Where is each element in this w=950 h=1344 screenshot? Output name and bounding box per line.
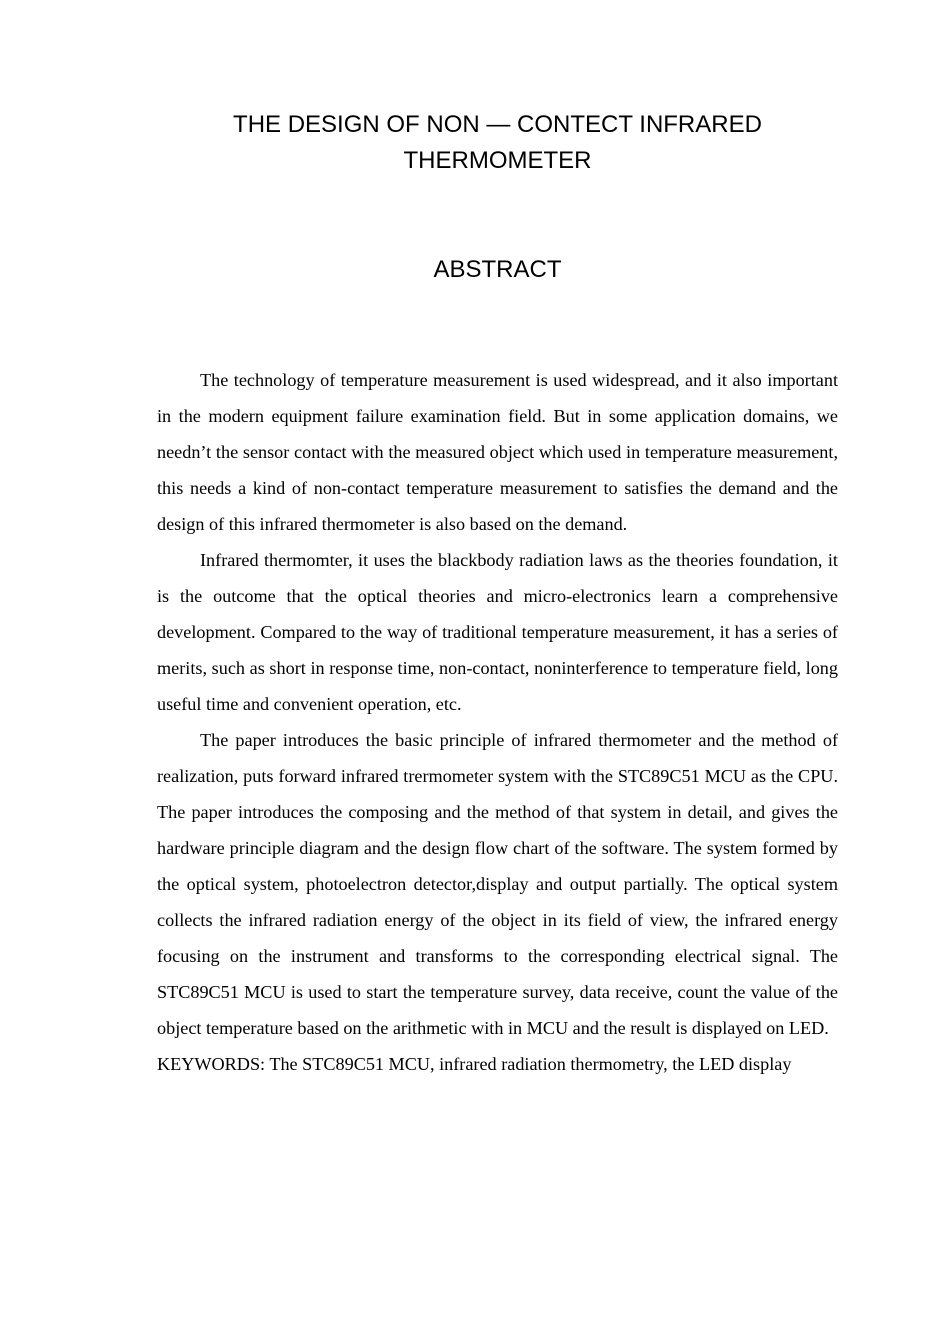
abstract-heading: ABSTRACT (433, 256, 562, 283)
abstract-paragraph-2: Infrared thermomter, it uses the blackbody radiation laws as the theories foundation, it is the outcome that the optical theories and micro-electronics learn a comprehensive development. Compared to the way of traditional temperature measurement, it has a series of merits, such as short in response time, non-contact, noninterference to temperature field, long useful time and convenient operation, etc. (157, 550, 838, 714)
paper-title-line-1: THE DESIGN OF NON — CONTECT INFRARED (233, 111, 762, 138)
abstract-body (157, 362, 838, 1082)
paper-title-line-2: THERMOMETER (403, 147, 592, 174)
abstract-paragraph-1: The technology of temperature measurement is used widespread, and it also important in the modern equipment failure examination field. But in some application domains, we needn’t the sensor contact with the measured object which used in temperature measurement, this needs a kind of non-contact temperature measurement to satisfies the demand and the design of this infrared thermometer is also based on the demand. (157, 370, 838, 534)
keywords-line: KEYWORDS: The STC89C51 MCU, infrared radiation thermometry, the LED display (157, 1054, 792, 1074)
paper-title (150, 107, 845, 179)
abstract-paragraph-3: The paper introduces the basic principle of infrared thermometer and the method of realization, puts forward infrared trermometer system with the STC89C51 MCU as the CPU. The paper introduces the composing and the method of that system in detail, and gives the hardware principle diagram and the design flow chart of the software. The system formed by the optical system, photoelectron detector,display and output partially. The optical system collects the infrared radiation energy of the object in its field of view, the infrared energy focusing on the instrument and transforms to the corresponding electrical signal. The STC89C51 MCU is used to start the temperature survey, data receive, count the value of the object temperature based on the arithmetic with in MCU and the result is displayed on LED. (157, 730, 838, 1038)
